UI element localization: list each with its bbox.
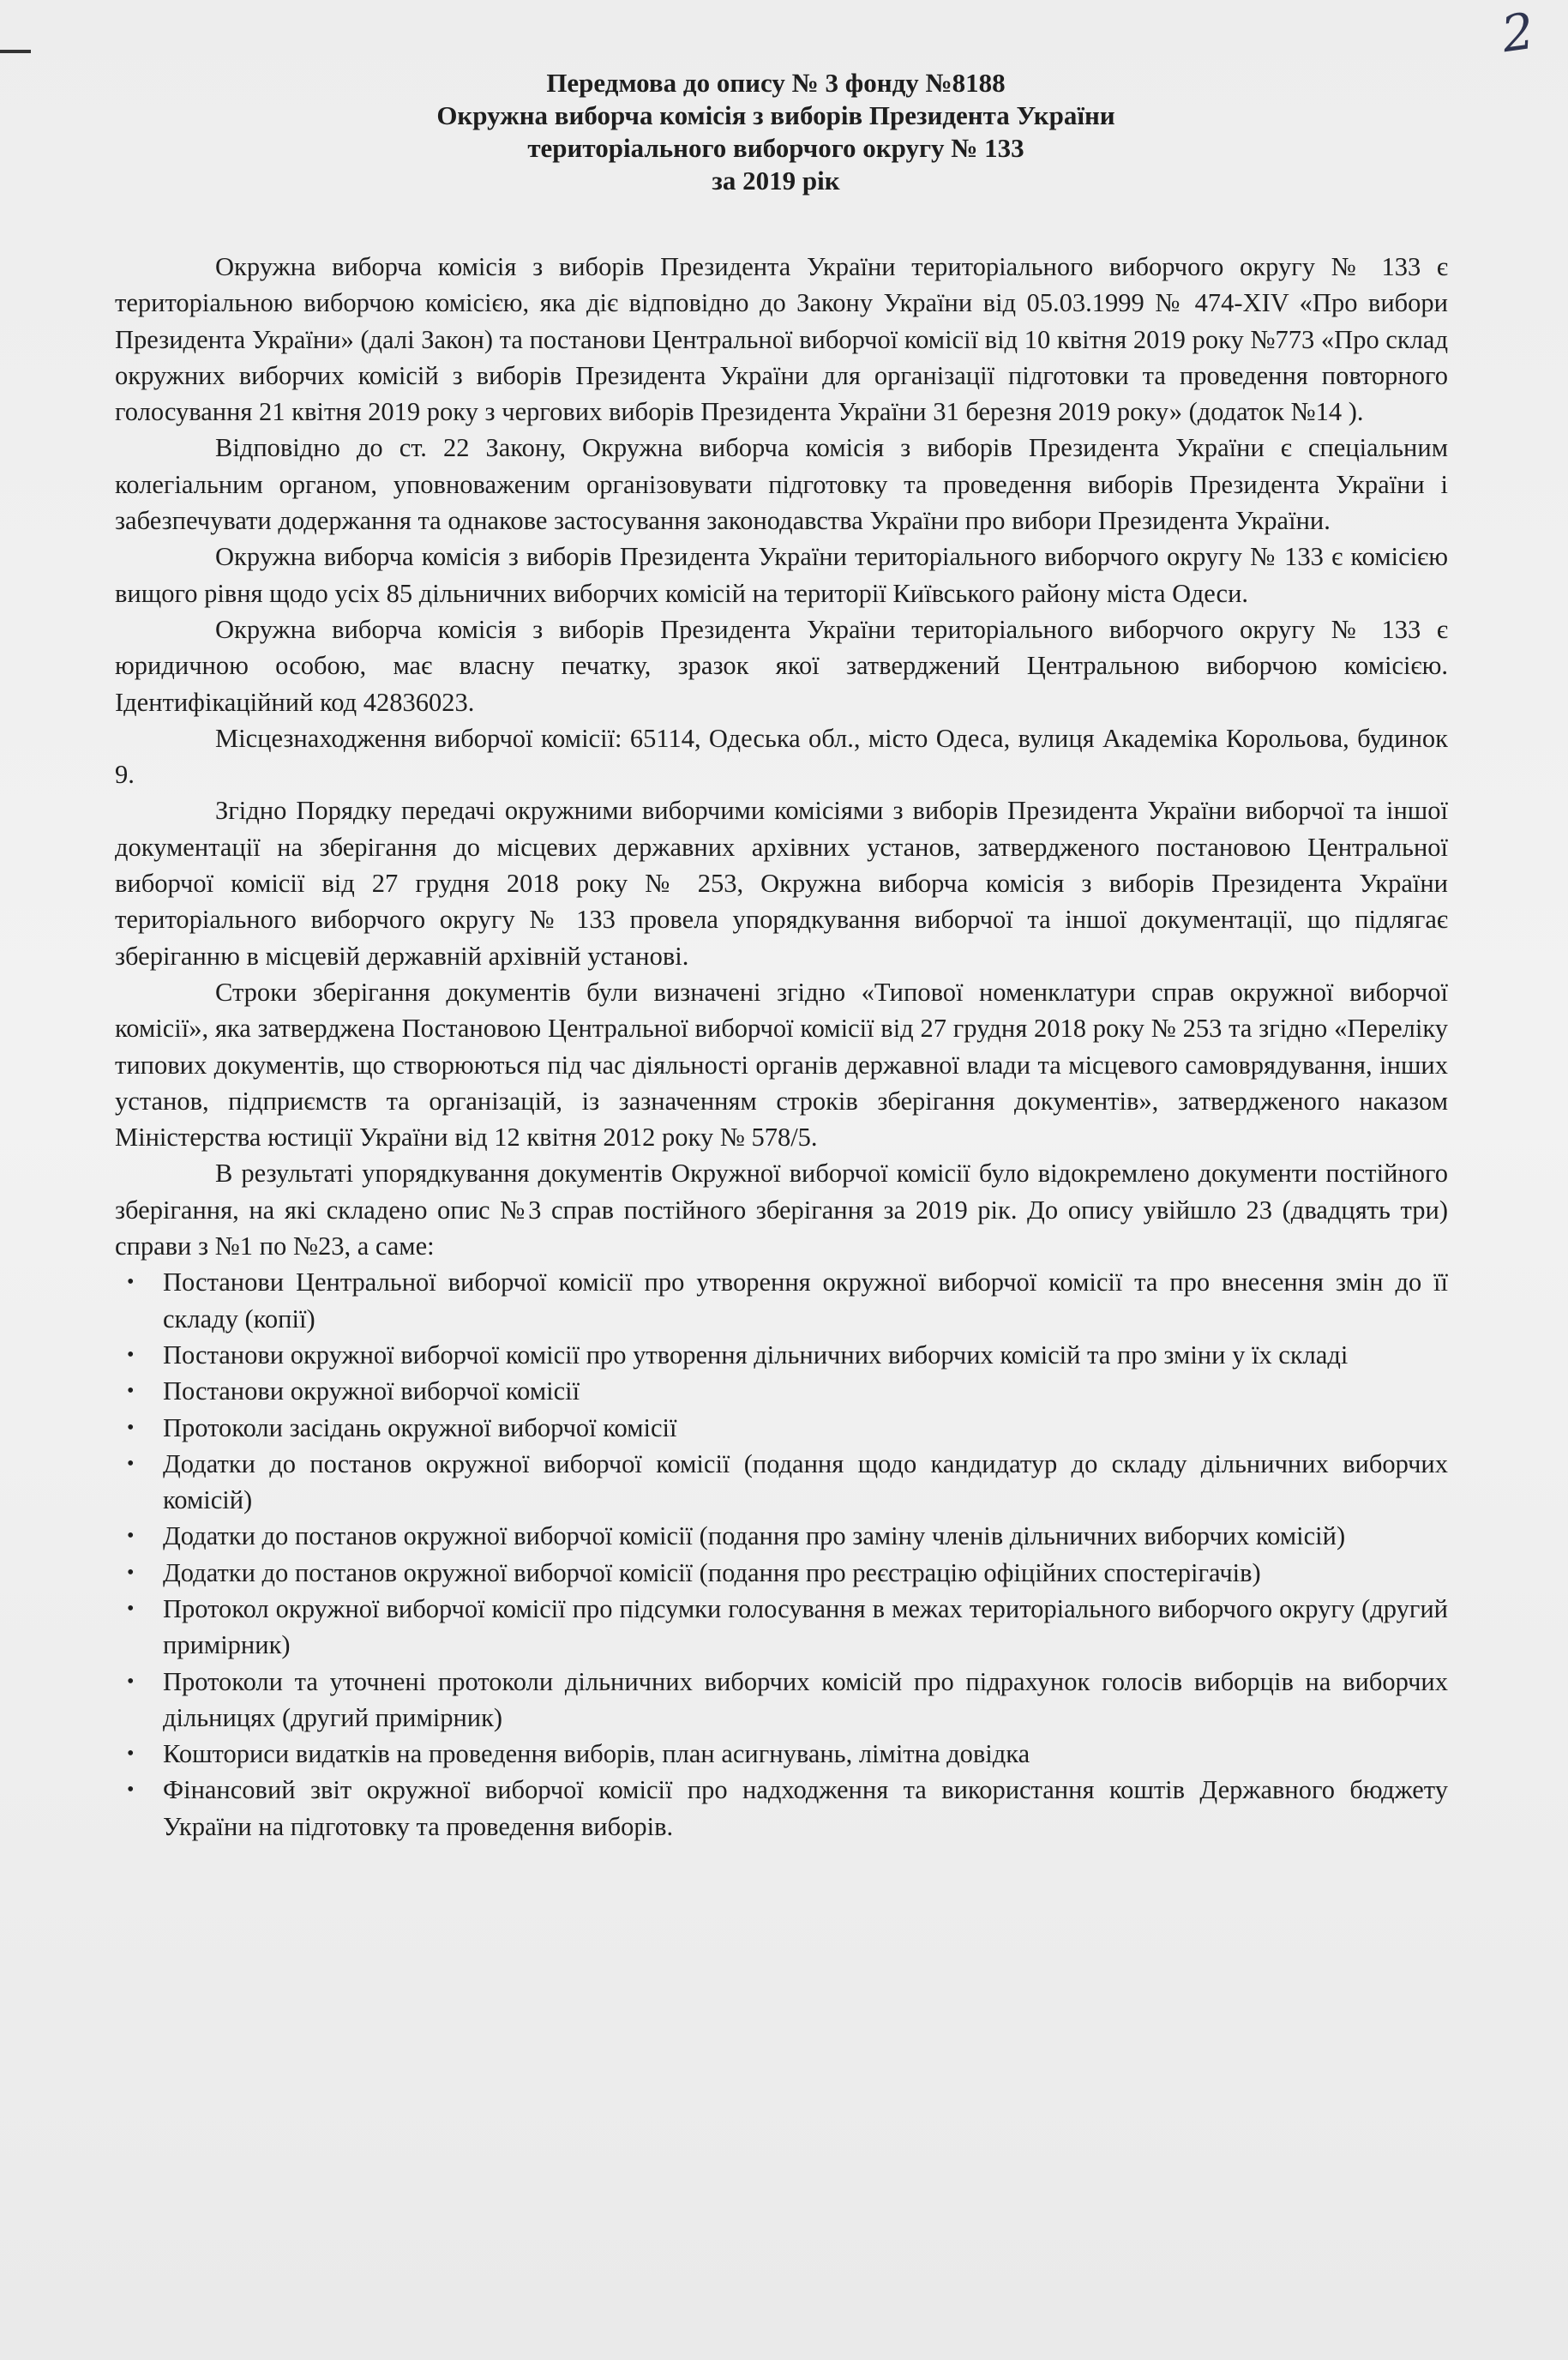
paragraph-address: Місцезнаходження виборчої комісії: 65114, Одеська обл., місто Одеса, вулиця Академіка Корольова, будинок 9.: [115, 723, 1448, 790]
list-item: [127, 1373, 1448, 1409]
bullet-icon: •: [127, 1779, 135, 1802]
list-item: [127, 1736, 1448, 1772]
list-item-text: Додатки до постанов окружної виборчої комісії (подання про заміну членів дільничних виборчих комісій): [163, 1521, 1346, 1551]
list-item-text: Фінансовий звіт окружної виборчої комісії про надходження та використання коштів Державного бюджету України на підготовку та проведення виборів.: [163, 1775, 1448, 1841]
list-item-text: Протокол окружної виборчої комісії про підсумки голосування в межах територіального виборчого округу (другий примірник): [163, 1593, 1448, 1660]
bullet-icon: •: [127, 1670, 135, 1693]
bullet-icon: •: [127, 1271, 135, 1294]
document-header: [120, 67, 1432, 197]
bullet-icon: •: [127, 1525, 135, 1548]
list-item-text: Протоколи та уточнені протоколи дільничних виборчих комісій про підрахунок голосів виборців на виборчих дільницях (другий примірник): [163, 1666, 1448, 1732]
header-year: за 2019 рік: [712, 166, 840, 196]
paragraph-retention: Строки зберігання документів були визначені згідно «Типової номенклатури справ окружної виборчої комісії», яка затверджена Постановою Центральної виборчої комісії від 27 грудня 2018 року № 253 та згідно «Переліку типових документів, що створюються під час діяльності органів державної влади та місцевого самоврядування, інших установ, підприємств та організацій, із зазначенням строків зберігання документів», затвердженого наказом Міністерства юстиції України від 12 квітня 2012 року № 578/5.: [115, 977, 1448, 1153]
header-district: територіального виборчого округу № 133: [527, 133, 1024, 163]
list-item: [127, 1518, 1448, 1554]
scan-margin-mark: [0, 50, 31, 53]
list-item: [127, 1664, 1448, 1737]
list-item-text: Протоколи засідань окружної виборчої комісії: [163, 1412, 677, 1442]
bullet-icon: •: [127, 1743, 135, 1766]
paragraph-legal-entity: Окружна виборча комісія з виборів Президента України територіального виборчого округу № 133 є юридичною особою, має власну печатку, зразок якої затверджений Центральною виборчою комісією. Ідентифікаційний код 42836023.: [115, 614, 1448, 717]
list-item-text: Додатки до постанов окружної виборчої комісії (подання про реєстрацію офіційних спостерігачів): [163, 1557, 1261, 1587]
list-item: [127, 1591, 1448, 1664]
list-item-text: Постанови окружної виборчої комісії: [163, 1376, 580, 1406]
document-body: [115, 249, 1448, 1845]
document-list: [115, 1264, 1448, 1845]
header-organization: Окружна виборча комісія з виборів Президента України: [436, 100, 1115, 130]
list-item: [127, 1337, 1448, 1373]
bullet-icon: •: [127, 1416, 135, 1439]
list-item-text: Постанови Центральної виборчої комісії про утворення окружної виборчої комісії та про внесення змін до її складу (копії): [163, 1267, 1448, 1334]
bullet-icon: •: [127, 1597, 135, 1620]
paragraph-hierarchy: Окружна виборча комісія з виборів Президента України територіального виборчого округу № 133 є комісією вищого рівня щодо усіх 85 дільничних виборчих комісій на території Київського району міста Одеси.: [115, 542, 1448, 608]
list-item-text: Постанови окружної виборчої комісії про утворення дільничних виборчих комісій та про зміни у їх складі: [163, 1340, 1349, 1370]
paragraph-procedure: Згідно Порядку передачі окружними виборчими комісіями з виборів Президента України виборчої та іншої документації на зберігання до місцевих державних архівних установ, затвердженого постановою Центральної виборчої комісії від 27 грудня 2018 року № 253, Окружна виборча комісія з виборів Президента України територіального виборчого округу № 133 провела упорядкування виборчої та іншої документації, що підлягає зберіганню в місцевій державній архівній установі.: [115, 796, 1448, 971]
handwritten-page-number: 2: [1498, 1, 1538, 64]
list-item: [127, 1446, 1448, 1519]
paragraph-status: Окружна виборча комісія з виборів Президента України територіального виборчого округу № 133 є територіальною виборчою комісією, яка діє відповідно до Закону України від 05.03.1999 № 474-XIV «Про вибори Президента України» (далі Закон) та постанови Центральної виборчої комісії від 10 квітня 2019 року №773 «Про склад окружних виборчих комісій з виборів Президента України для організації підготовки та проведення повторного голосування 21 квітня 2019 року з чергових виборів Президента України 31 березня 2019 року» (додаток №14 ).: [115, 252, 1448, 427]
bullet-icon: •: [127, 1452, 135, 1475]
list-item-text: Додатки до постанов окружної виборчої комісії (подання щодо кандидатур до складу дільничних виборчих комісій): [163, 1448, 1448, 1515]
list-item: [127, 1264, 1448, 1337]
list-item: [127, 1772, 1448, 1845]
header-title: Передмова до опису № 3 фонду №8188: [546, 68, 1006, 98]
bullet-icon: •: [127, 1380, 135, 1403]
paragraph-role: Відповідно до ст. 22 Закону, Окружна виборча комісія з виборів Президента України є спеціальним колегіальним органом, уповноваженим організовувати підготовку та проведення виборів Президента України і забезпечувати додержання та однакове застосування законодавства України про вибори Президента України.: [115, 433, 1448, 536]
list-item-text: Кошториси видатків на проведення виборів, план асигнувань, лімітна довідка: [163, 1739, 1030, 1769]
list-item: [127, 1555, 1448, 1591]
bullet-icon: •: [127, 1343, 135, 1366]
bullet-icon: •: [127, 1561, 135, 1584]
paragraph-inventory: В результаті упорядкування документів Окружної виборчої комісії було відокремлено документи постійного зберігання, на які складено опис №3 справ постійного зберігання за 2019 рік. До опису увійшло 23 (двадцять три) справи з №1 по №23, а саме:: [115, 1159, 1448, 1261]
list-item: [127, 1410, 1448, 1446]
